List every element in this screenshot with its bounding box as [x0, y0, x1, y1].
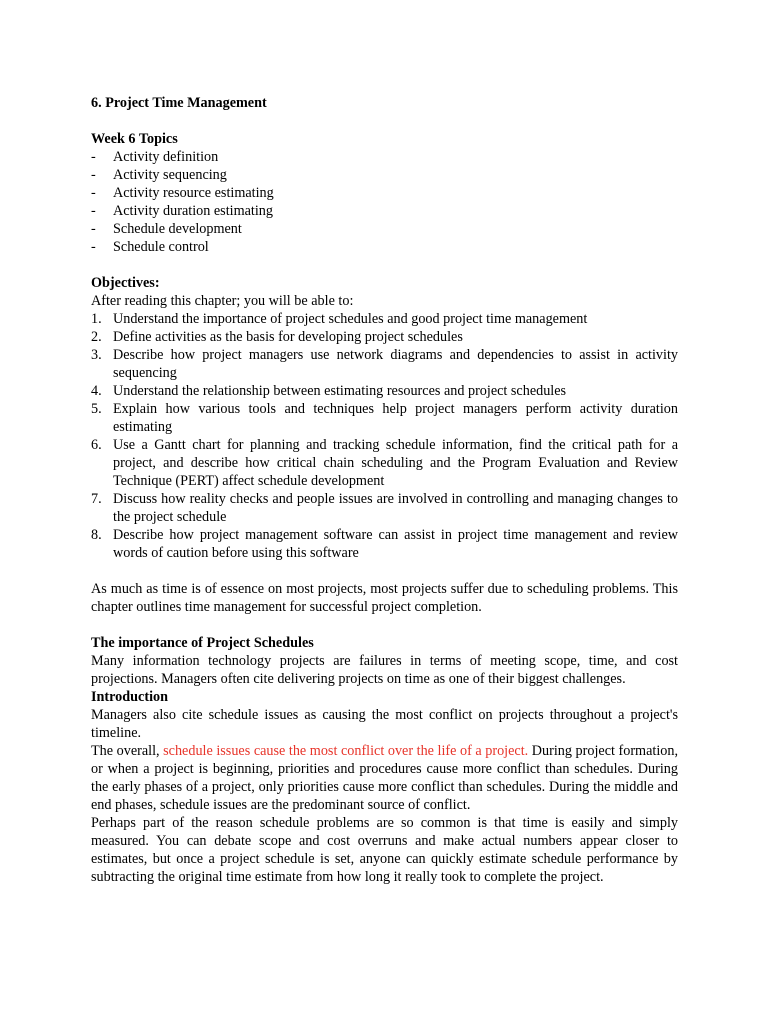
introduction-paragraph: Managers also cite schedule issues as causing the most conflict on projects throughout a project's timeline.: [91, 707, 678, 741]
objectives-intro: After reading this chapter; you will be able to:: [91, 293, 354, 309]
objective-item: [91, 310, 678, 328]
objective-text: Describe how project management software can assist in project time management and review words of caution before using this software: [113, 527, 678, 561]
objective-text: Define activities as the basis for developing project schedules: [113, 329, 463, 345]
spacer: [91, 112, 678, 130]
objective-text: Discuss how reality checks and people issues are involved in controlling and managing changes to the project schedule: [113, 491, 678, 525]
objective-number: 8.: [91, 527, 102, 543]
topic-text: Activity definition: [113, 149, 219, 165]
topic-text: Activity resource estimating: [113, 185, 274, 201]
importance-paragraph: Many information technology projects are failures in terms of meeting scope, time, and cost projections. Managers often cite delivering projects on time as one of their biggest challenges.: [91, 653, 678, 687]
topic-item: [91, 202, 678, 220]
dash-marker: -: [91, 203, 96, 219]
objective-number: 6.: [91, 437, 102, 453]
overall-paragraph: [91, 742, 678, 814]
objective-number: 4.: [91, 383, 102, 399]
document-title: 6. Project Time Management: [91, 95, 267, 111]
objective-text: Understand the relationship between estimating resources and project schedules: [113, 383, 567, 399]
perhaps-paragraph: Perhaps part of the reason schedule problems are so common is that time is easily and simply measured. You can debate scope and cost overruns and make actual numbers appear closer to estimates, but once a project schedule is set, anyone can quickly estimate schedule performance by subtracting the original time estimate from how long it really took to complete the project.: [91, 815, 678, 885]
topics-list: [91, 148, 678, 256]
document-body: [91, 94, 678, 886]
topic-item: [91, 166, 678, 184]
dash-marker: -: [91, 239, 96, 255]
objective-text: Explain how various tools and techniques help project managers perform activity duration estimating: [113, 401, 678, 435]
topics-heading: Week 6 Topics: [91, 131, 178, 147]
objective-number: 1.: [91, 311, 102, 327]
overall-rest: During project formation, or when a project is beginning, priorities and procedures cause more conflict than schedules. During the early phases of a project, only priorities cause more conflict than schedules. During the middle and end phases, schedule issues are the predominant source of conflict.: [91, 743, 679, 813]
objectives-heading: Objectives:: [91, 275, 160, 291]
topic-text: Schedule development: [113, 221, 242, 237]
overall-prefix: The overall,: [91, 743, 164, 759]
dash-marker: -: [91, 221, 96, 237]
highlighted-statement: schedule issues cause the most conflict over the life of a project.: [163, 743, 529, 759]
objective-text: Understand the importance of project schedules and good project time management: [113, 311, 588, 327]
objective-item: [91, 328, 678, 346]
objective-text: Describe how project managers use network diagrams and dependencies to assist in activity sequencing: [113, 347, 678, 381]
objective-number: 2.: [91, 329, 102, 345]
dash-marker: -: [91, 167, 96, 183]
objective-item: [91, 346, 678, 382]
spacer: [91, 562, 678, 580]
topic-item: [91, 220, 678, 238]
objective-item: [91, 526, 678, 562]
objective-text: Use a Gantt chart for planning and tracking schedule information, find the critical path for a project, and describe how critical chain scheduling and the Program Evaluation and Review Technique (PERT) affect schedule development: [113, 437, 678, 489]
topic-item: [91, 238, 678, 256]
dash-marker: -: [91, 185, 96, 201]
objective-item: [91, 382, 678, 400]
spacer: [91, 256, 678, 274]
objective-item: [91, 436, 678, 490]
essence-paragraph: As much as time is of essence on most projects, most projects suffer due to scheduling problems. This chapter outlines time management for successful project completion.: [91, 581, 678, 615]
objective-number: 5.: [91, 401, 102, 417]
objectives-list: [91, 310, 678, 562]
objective-number: 7.: [91, 491, 102, 507]
topic-text: Schedule control: [113, 239, 209, 255]
importance-heading: The importance of Project Schedules: [91, 635, 314, 651]
topic-text: Activity sequencing: [113, 167, 227, 183]
dash-marker: -: [91, 149, 96, 165]
topic-item: [91, 148, 678, 166]
introduction-heading: Introduction: [91, 689, 168, 705]
spacer: [91, 616, 678, 634]
topic-item: [91, 184, 678, 202]
objective-item: [91, 490, 678, 526]
topic-text: Activity duration estimating: [113, 203, 273, 219]
objective-item: [91, 400, 678, 436]
objective-number: 3.: [91, 347, 102, 363]
